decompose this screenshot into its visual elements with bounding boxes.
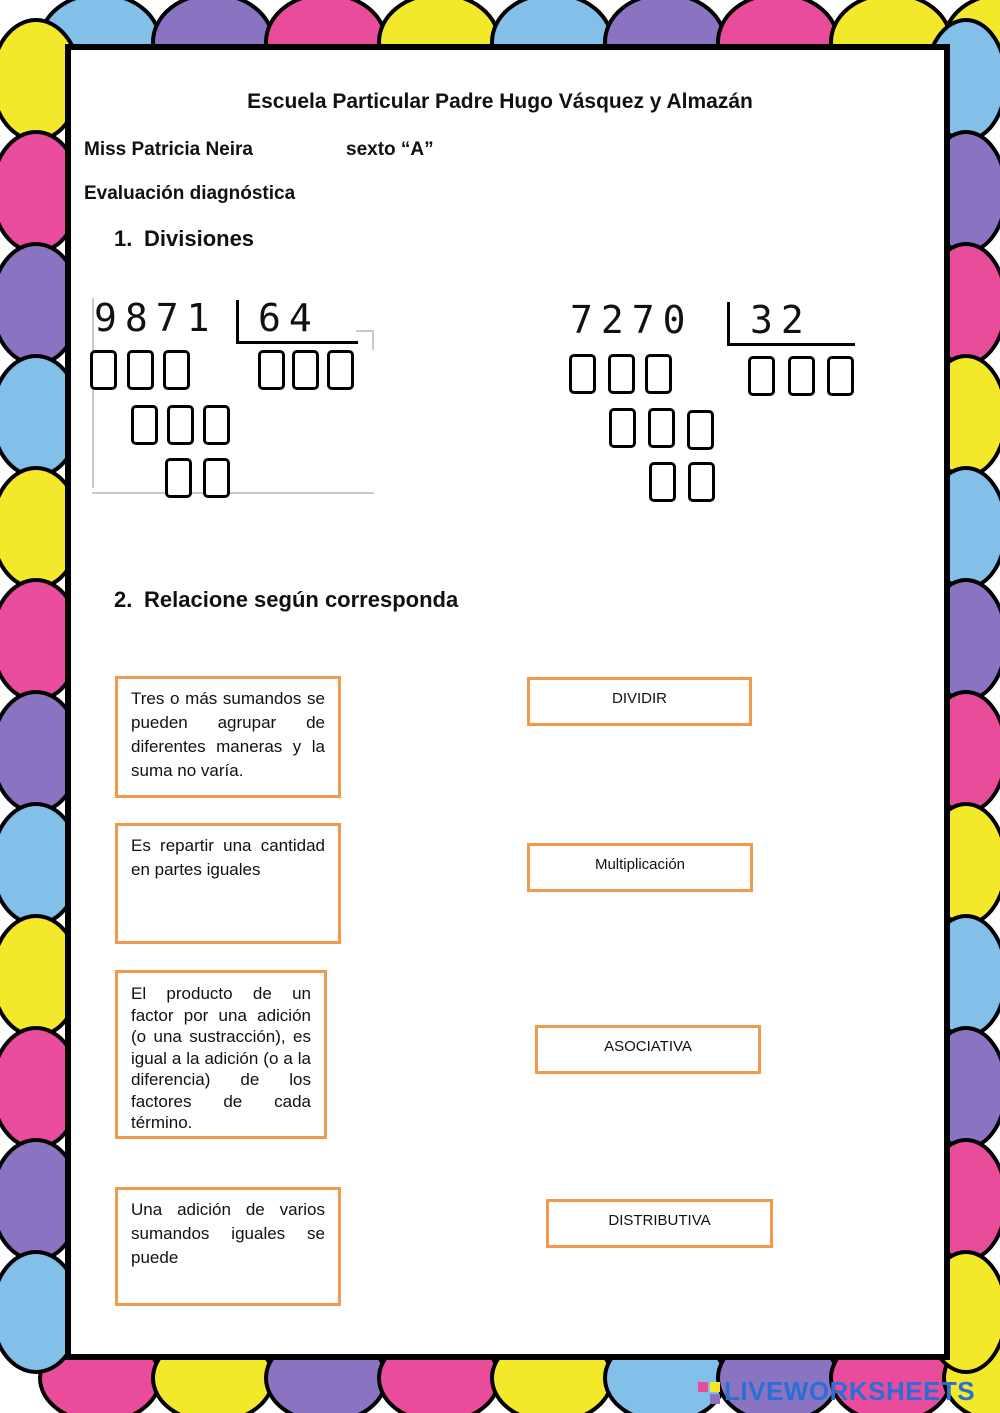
answer-box[interactable]	[648, 408, 675, 448]
term-box[interactable]: Multiplicación	[527, 843, 753, 892]
liveworksheets-logo-icon	[698, 1382, 720, 1404]
division-1-sketch-line	[92, 492, 374, 494]
school-title: Escuela Particular Padre Hugo Vásquez y Almazán	[247, 90, 753, 113]
evaluation-title: Evaluación diagnóstica	[84, 183, 296, 204]
answer-box[interactable]	[127, 350, 154, 390]
liveworksheets-watermark: LIVEWORKSHEETS	[724, 1376, 976, 1406]
answer-box[interactable]	[167, 405, 194, 445]
grade-label: sexto “A”	[346, 139, 434, 160]
section-2-title: Relacione según corresponda	[144, 587, 459, 612]
section-1-heading	[114, 226, 254, 252]
division-2-bracket-vertical	[727, 302, 730, 346]
answer-box[interactable]	[569, 354, 596, 394]
term-box[interactable]: DISTRIBUTIVA	[546, 1199, 773, 1248]
answer-box[interactable]	[90, 350, 117, 390]
division-1-dividend: 9871	[94, 296, 218, 340]
definition-box[interactable]: Es repartir una cantidad en partes iguales	[115, 823, 341, 944]
division-1-sketch-line	[372, 330, 374, 350]
answer-box[interactable]	[203, 458, 230, 498]
section-1-number: 1.	[114, 226, 133, 251]
answer-box[interactable]	[327, 350, 354, 390]
answer-box[interactable]	[203, 405, 230, 445]
division-1-bracket-horizontal	[236, 341, 358, 344]
answer-box[interactable]	[827, 356, 854, 396]
answer-box[interactable]	[258, 350, 285, 390]
teacher-name: Miss Patricia Neira	[84, 139, 253, 160]
answer-box[interactable]	[131, 405, 158, 445]
answer-box[interactable]	[687, 410, 714, 450]
section-2-heading	[114, 587, 458, 613]
section-2-number: 2.	[114, 587, 133, 612]
definition-box[interactable]: El producto de un factor por una adición (o una sustracción), es igual a la adición (o a la diferencia) de los factores de cada término.	[115, 970, 327, 1139]
division-1-divisor: 64	[258, 296, 320, 340]
answer-box[interactable]	[645, 354, 672, 394]
answer-box[interactable]	[292, 350, 319, 390]
section-1-title: Divisiones	[144, 226, 255, 251]
term-box[interactable]: ASOCIATIVA	[535, 1025, 761, 1074]
division-2-bracket-horizontal	[727, 343, 855, 346]
answer-box[interactable]	[165, 458, 192, 498]
division-2-dividend: 7270	[570, 298, 694, 342]
answer-box[interactable]	[748, 356, 775, 396]
answer-box[interactable]	[788, 356, 815, 396]
definition-box[interactable]: Una adición de varios sumandos iguales se puede	[115, 1187, 341, 1306]
answer-box[interactable]	[688, 462, 715, 502]
answer-box[interactable]	[608, 354, 635, 394]
answer-box[interactable]	[163, 350, 190, 390]
division-1-bracket-vertical	[236, 300, 239, 344]
division-1-sketch-line	[92, 298, 94, 488]
definition-box[interactable]: Tres o más sumandos se pueden agrupar de diferentes maneras y la suma no varía.	[115, 676, 341, 798]
division-2-divisor: 32	[750, 298, 812, 342]
answer-box[interactable]	[649, 462, 676, 502]
answer-box[interactable]	[609, 408, 636, 448]
term-box[interactable]: DIVIDIR	[527, 677, 752, 726]
